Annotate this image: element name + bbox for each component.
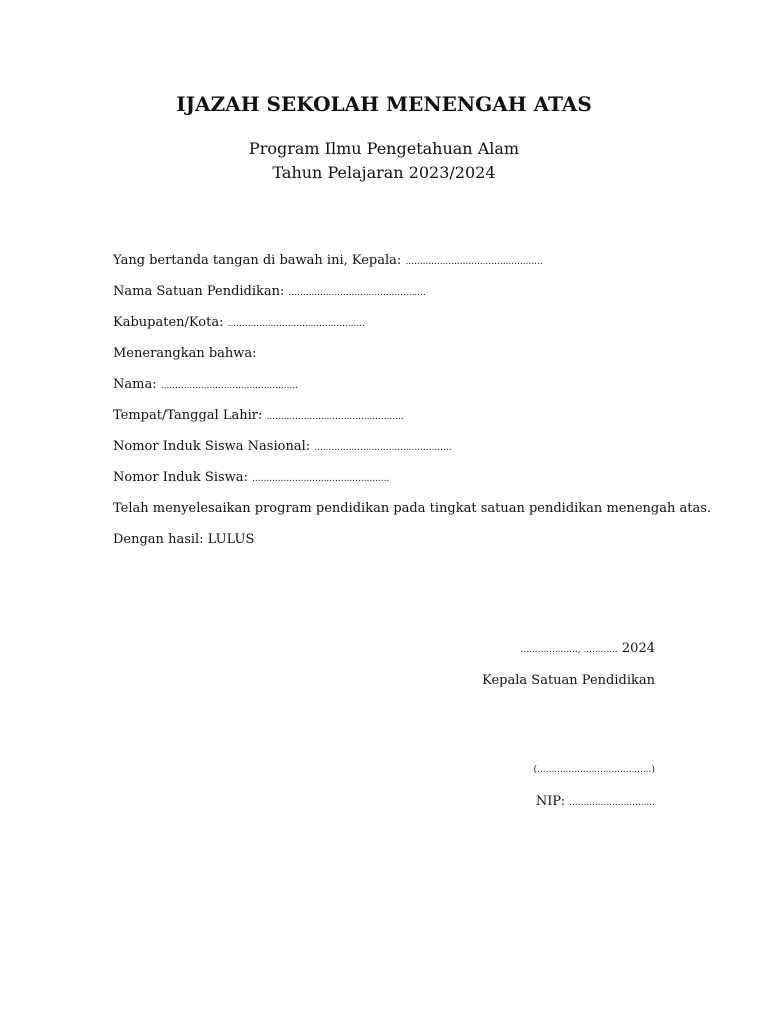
- declares-line: [113, 344, 673, 364]
- nip-blank: ..............................: [569, 798, 655, 808]
- program-name: Program Ilmu Pengetahuan Alam: [248, 139, 520, 158]
- nis-line: [113, 468, 673, 488]
- school-name-label: Nama Satuan Pendidikan:: [113, 284, 289, 299]
- nis-label: Nomor Induk Siswa:: [113, 470, 253, 485]
- school-name-line: [113, 282, 673, 302]
- nisn-blank: ................................................: [314, 443, 452, 453]
- day-blank: ............: [580, 645, 618, 655]
- principal-label: Yang bertanda tangan di bawah ini, Kepala:: [113, 253, 406, 268]
- completion-label: Telah menyelesaikan program pendidikan pada tingkat satuan pendidikan menengah atas.: [113, 501, 712, 516]
- student-name-blank: ................................................: [160, 381, 299, 391]
- place-blank: ....................,: [520, 645, 581, 655]
- birth-blank: ................................................: [266, 412, 404, 422]
- student-name-label: Nama:: [113, 377, 161, 392]
- result-line: [113, 530, 673, 550]
- city-label: Kabupaten/Kota:: [113, 315, 228, 330]
- birth-label: Tempat/Tanggal Lahir:: [113, 408, 267, 423]
- city-line: [113, 313, 673, 333]
- school-name-blank: ................................................: [288, 288, 426, 298]
- certificate-body: [113, 251, 712, 561]
- signature-name-blank: [534, 761, 655, 776]
- signature-date: [521, 641, 656, 656]
- signature-name-placeholder: (........................................): [533, 765, 655, 775]
- nis-blank: ................................................: [252, 474, 390, 484]
- nip-label: NIP:: [535, 794, 570, 809]
- academic-year: Tahun Pelajaran 2023/2024: [272, 163, 496, 182]
- signature-role: Kepala Satuan Pendidikan: [482, 673, 655, 688]
- nisn-label: Nomor Induk Siswa Nasional:: [113, 439, 315, 454]
- signature-year: 2024: [617, 641, 655, 656]
- declares-label: Menerangkan bahwa:: [113, 346, 257, 361]
- nisn-line: [113, 437, 673, 457]
- signature-nip: [536, 794, 655, 809]
- principal-blank: ................................................: [405, 257, 543, 267]
- result-label: Dengan hasil: LULUS: [113, 532, 255, 547]
- principal-line: [113, 251, 673, 271]
- document-title: IJAZAH SEKOLAH MENENGAH ATAS: [176, 92, 592, 116]
- completion-line: [113, 499, 712, 519]
- city-blank: ................................................: [227, 319, 365, 329]
- birth-line: [113, 406, 673, 426]
- student-name-line: [113, 375, 673, 395]
